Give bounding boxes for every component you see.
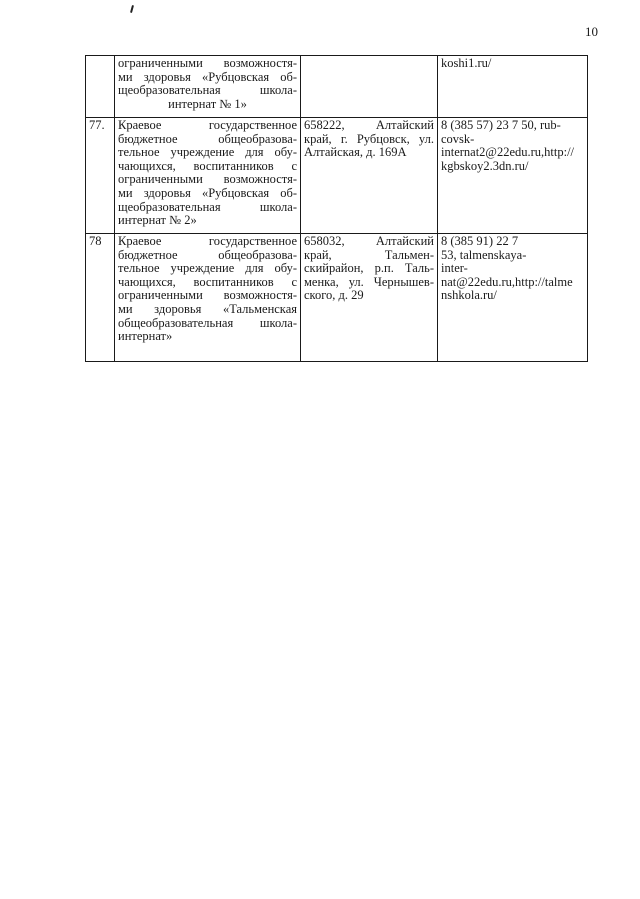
- name-line: ограниченными возможностя-: [118, 56, 297, 70]
- name-line: ми здоровья «Рубцовская об-: [118, 185, 297, 200]
- name-line: Краевое государственное: [118, 118, 297, 132]
- address-line: край, г. Рубцовск, ул.: [304, 131, 434, 146]
- contact-line: 53, talmenskaya-: [441, 247, 527, 262]
- institution-name-cell: [115, 234, 301, 362]
- contact-link[interactable]: nat@22edu.ru,http://talme: [441, 274, 573, 289]
- row-number-cell: 77.: [86, 118, 115, 234]
- table-row: [86, 56, 588, 118]
- contact-line: 8 (385 91) 22 7: [441, 234, 519, 248]
- name-line: тельное учреждение для обу-: [118, 145, 297, 160]
- name-line: чающихся, воспитанников с: [118, 274, 297, 289]
- name-line: ми здоровья «Рубцовская об-: [118, 69, 297, 84]
- contact-link[interactable]: internat2@22edu.ru,http://: [441, 145, 575, 160]
- address-line: Алтайская, д. 169А: [304, 145, 407, 160]
- name-line: бюджетное общеобразова-: [118, 247, 297, 262]
- name-line: ограниченными возможностя-: [118, 172, 297, 187]
- row-number-cell: 78: [86, 234, 115, 362]
- name-line: щеобразовательная школа-: [118, 83, 297, 98]
- address-line: ского, д. 29: [304, 288, 364, 303]
- address-line: 658222, Алтайский: [304, 118, 434, 132]
- institutions-table: [85, 55, 588, 362]
- contact-line: 8 (385 57) 23 7 50, rub-: [441, 118, 561, 132]
- contact-link[interactable]: kgbskoy2.3dn.ru/: [441, 158, 529, 173]
- scan-mark: [130, 5, 134, 13]
- contact-line: covsk-: [441, 131, 475, 146]
- contacts-cell: [438, 56, 588, 118]
- address-cell: [301, 234, 438, 362]
- table-row: [86, 234, 588, 362]
- contacts-cell: [438, 234, 588, 362]
- address-line: 658032, Алтайский: [304, 234, 434, 248]
- name-line: ограниченными возможностя-: [118, 288, 297, 303]
- address-line: менка, ул. Чернышев-: [304, 274, 434, 289]
- table-row: [86, 118, 588, 234]
- name-line: чающихся, воспитанников с: [118, 158, 297, 173]
- name-line: бюджетное общеобразова-: [118, 131, 297, 146]
- row-number-cell: [86, 56, 115, 118]
- page-number: 10: [585, 24, 598, 39]
- contact-link[interactable]: nshkola.ru/: [441, 288, 497, 303]
- contacts-cell: [438, 118, 588, 234]
- name-line: общеобразовательная школа-: [118, 315, 297, 330]
- address-cell: [301, 118, 438, 234]
- address-cell: [301, 56, 438, 118]
- name-line: интернат № 2»: [118, 213, 197, 228]
- institution-name-cell: [115, 118, 301, 234]
- institution-name-cell: [115, 56, 301, 118]
- contact-line: inter-: [441, 261, 468, 276]
- contact-link[interactable]: koshi1.ru/: [441, 56, 492, 70]
- address-line: скийрайон, р.п. Таль-: [304, 261, 434, 276]
- name-line: тельное учреждение для обу-: [118, 261, 297, 276]
- name-line: интернат № 1»: [168, 96, 247, 111]
- name-line: щеобразовательная школа-: [118, 199, 297, 214]
- name-line: ми здоровья «Тальменская: [118, 301, 297, 316]
- name-line: интернат»: [118, 329, 173, 344]
- address-line: край, Тальмен-: [304, 247, 434, 262]
- name-line: Краевое государственное: [118, 234, 297, 248]
